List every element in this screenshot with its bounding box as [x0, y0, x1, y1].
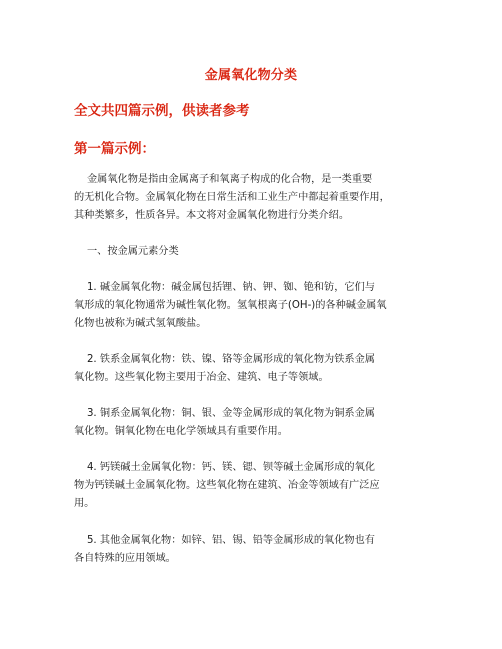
list-item-alkaline-earth-oxides: 4. 钙镁碱土金属氧化物：钙、镁、锶、钡等碱土金属形成的氧化 物为钙镁碱土金属氧化物。这些氧化物在建筑、冶金等领域有广泛应 用。: [74, 462, 380, 509]
section-heading: 第一篇示例：: [74, 141, 155, 157]
document-subtitle: 全文共四篇示例，供读者参考: [74, 103, 250, 119]
category-heading: 一、按金属元素分类: [74, 246, 179, 257]
list-item-copper-group-oxides: 3. 铜系金属氧化物：铜、银、金等金属形成的氧化物为铜系金属 氧化物。铜氧化物在电化学领域具有重要作用。: [74, 408, 375, 437]
intro-paragraph: 金属氧化物是指由金属离子和氧离子构成的化合物，是一类重要 的无机化合物。金属氧化物在日常生活和工业生产中都起着重要作用， 其种类繁多，性质各异。本文将对金属氧化物进行分类介绍。: [74, 174, 390, 221]
list-item-other-metal-oxides: 5. 其他金属氧化物：如锌、铝、锡、铅等金属形成的氧化物也有 各自特殊的应用领域。: [74, 535, 375, 564]
list-item-alkali-metal-oxides: 1. 碱金属氧化物：碱金属包括锂、钠、钾、铷、铯和钫，它们与 氧形成的氧化物通常为碱性氧化物。氢氧根离子(OH-)的各种碱金属氧 化物也被称为碱式氢氧酸盐。: [74, 282, 387, 329]
list-item-iron-group-oxides: 2. 铁系金属氧化物：铁、镍、铬等金属形成的氧化物为铁系金属 氧化物。这些氧化物主要用于冶金、建筑、电子等领域。: [74, 354, 375, 383]
document-title: 金属氧化物分类: [204, 68, 298, 83]
